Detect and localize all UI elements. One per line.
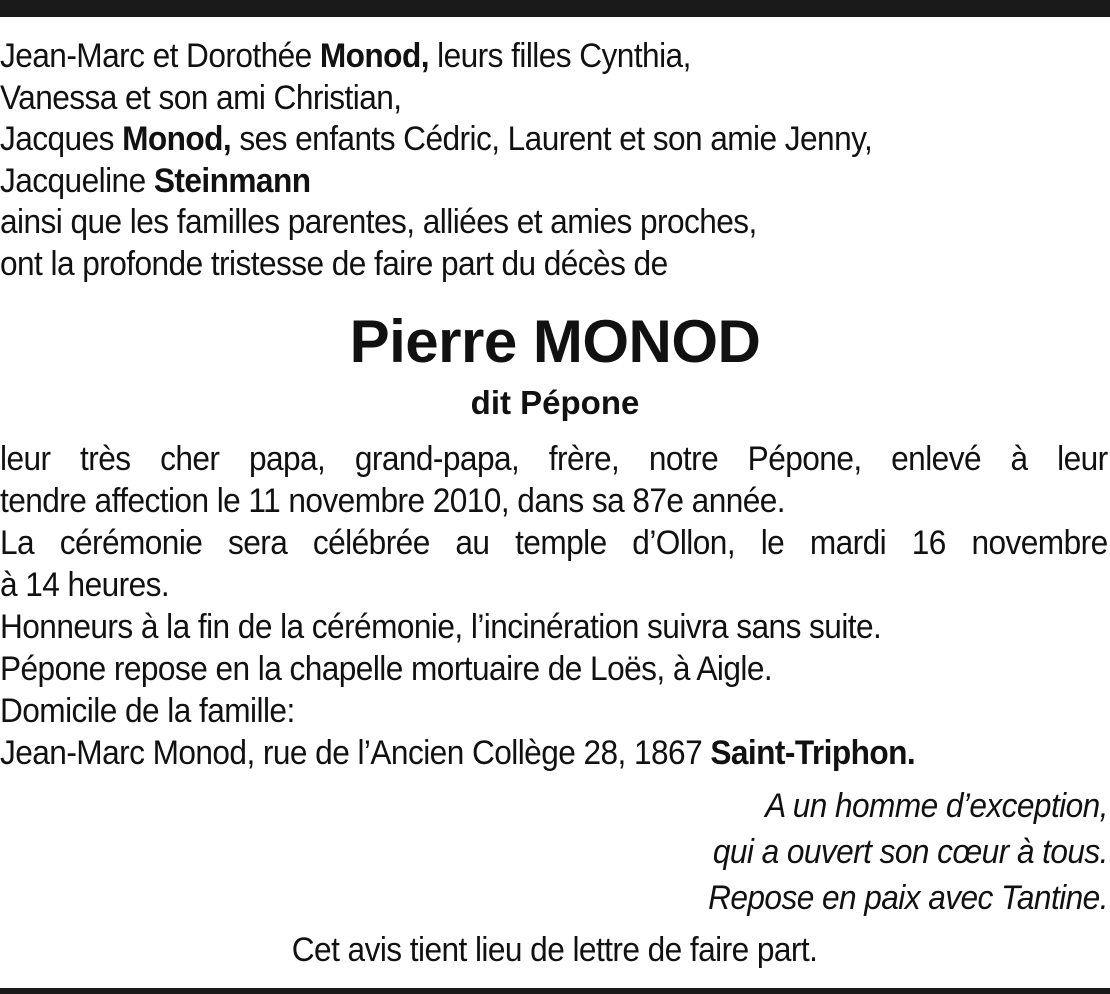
address-line <box>0 732 1108 774</box>
family-name: Monod, <box>319 37 429 75</box>
line-text: ses enfants Cédric, Laurent et son amie Jenny, <box>231 120 873 158</box>
announcement-line <box>0 78 1108 120</box>
deceased-nickname: dit Pépone <box>470 384 640 421</box>
deceased-name: Pierre MONOD <box>349 308 761 375</box>
announcement-line <box>0 161 1108 203</box>
address-text: Jean-Marc Monod, rue de l’Ancien Collège 28, 1867 <box>0 734 711 772</box>
family-name: Monod, <box>122 120 232 158</box>
family-name: Steinmann <box>153 161 311 200</box>
line-text: ont la profonde tristesse de faire part du décès de <box>0 244 668 283</box>
body-line: tendre affection le 11 novembre 2010, dans sa 87e année. <box>0 482 786 520</box>
body-line: à 14 heures. <box>0 566 170 604</box>
line-text: Vanessa et son ami Christian, <box>0 78 402 117</box>
body-line-justified: La cérémonie sera célébrée au temple d’Ollon, le mardi 16 novembre <box>0 524 1108 562</box>
closing-text: Cet avis tient lieu de lettre de faire part. <box>292 931 818 969</box>
body-line-justified: leur très cher papa, grand-papa, frère, notre Pépone, enlevé à leur <box>0 440 1108 478</box>
notice-body <box>0 438 1108 774</box>
line-text: Jacqueline <box>0 161 154 200</box>
announcement-line <box>0 202 1108 244</box>
family-announcement <box>0 36 1108 285</box>
domicile-label: Domicile de la famille: <box>0 692 295 730</box>
line-text: ainsi que les familles parentes, alliées et amies proches, <box>0 203 757 241</box>
address-town: Saint-Triphon. <box>710 734 916 772</box>
top-rule <box>0 0 1110 17</box>
quote-line: Repose en paix avec Tantine. <box>708 879 1108 917</box>
line-text: Jean-Marc et Dorothée <box>0 37 320 75</box>
announcement-line <box>0 244 1108 286</box>
quote-line: A un homme d’exception, <box>765 787 1108 825</box>
announcement-line <box>0 36 1108 78</box>
closing-note <box>0 929 1110 971</box>
bottom-rule <box>0 988 1110 994</box>
announcement-line <box>0 119 1108 161</box>
rest-line: Pépone repose en la chapelle mortuaire de Loës, à Aigle. <box>0 650 773 688</box>
honours-line: Honneurs à la fin de la cérémonie, l’incinération suivra sans suite. <box>0 608 882 646</box>
line-text: Jacques <box>0 120 123 158</box>
line-text: leurs filles Cynthia, <box>428 37 691 75</box>
quote-line: qui a ouvert son cœur à tous. <box>712 833 1108 871</box>
epitaph-quote <box>708 783 1108 921</box>
